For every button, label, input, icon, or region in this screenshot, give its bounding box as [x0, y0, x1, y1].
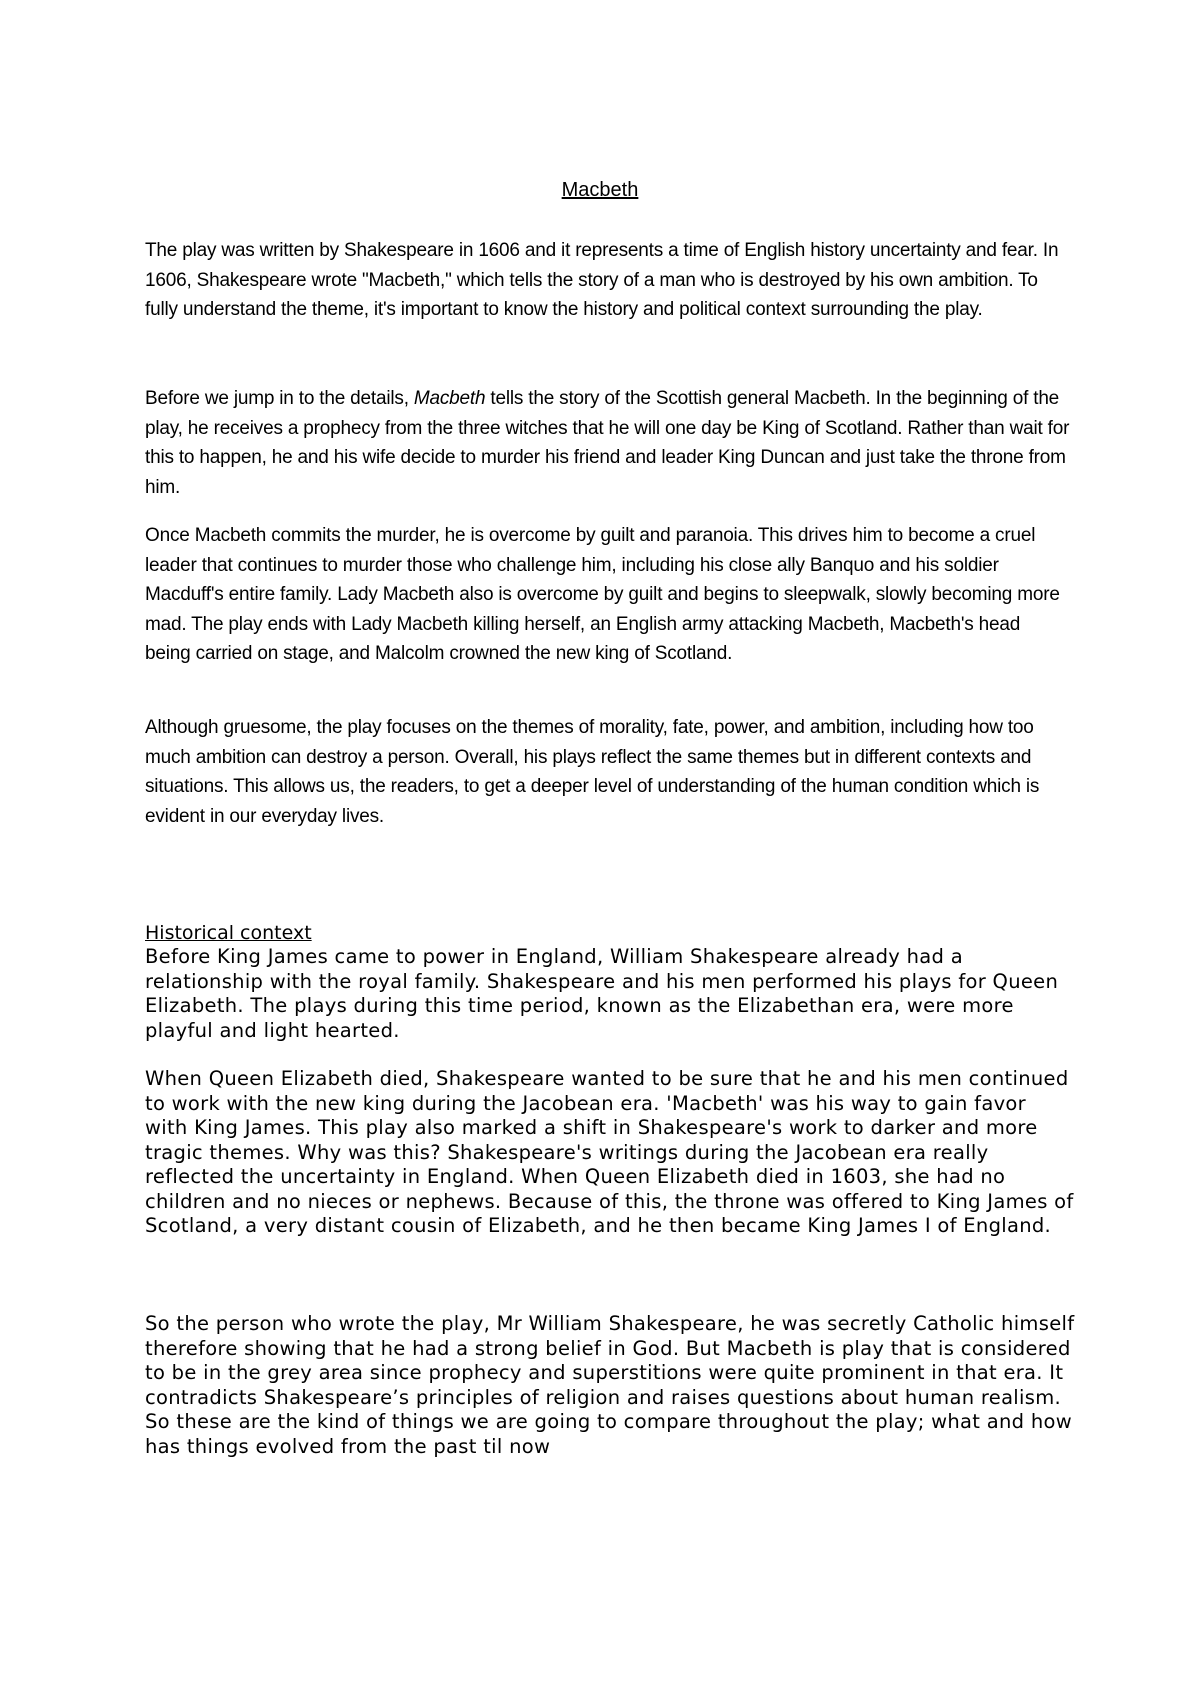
historical-paragraph-3: [145, 1312, 1075, 1459]
intro-paragraph-3-text: Once Macbeth commits the murder, he is overcome by guilt and paranoia. This drives him to become a cruel leader that continues to murder those who challenge him, including his close ally Banquo and his soldier Macduff's entire family. Lady Macbeth also is overcome by guilt and begins to sleepwalk, slowly becoming more mad. The play ends with Lady Macbeth killing herself, an English army attacking Macbeth, Macbeth's head being carried on stage, and Malcolm crowned the new king of Scotland.: [145, 525, 1060, 664]
intro-paragraph-2-rest: tells the story of the Scottish general Macbeth. In the beginning of the play, he receives a prophecy from the three witches that he will one day be King of Scotland. Rather than wait for this to happen, he and his wife decide to murder his friend and leader King Duncan and just take the throne from him.: [145, 388, 1070, 498]
intro-paragraph-3: [145, 521, 1070, 669]
intro-paragraph-4: [145, 713, 1070, 831]
intro-paragraph-2: [145, 384, 1070, 502]
historical-paragraph-2: [145, 1067, 1075, 1239]
intro-paragraph-1: [145, 236, 1070, 325]
historical-paragraph-2-text: When Queen Elizabeth died, Shakespeare wanted to be sure that he and his men continued to work with the new king during the Jacobean era. 'Macbeth' was his way to gain favor with King James. This play also marked a shift in Shakespeare's work to darker and more tragic themes. Why was this? Shakespeare's writings during the Jacobean era really reflected the uncertainty in England. When Queen Elizabeth died in 1603, she had no children and no nieces or nephews. Because of this, the throne was offered to King James of Scotland, a very distant cousin of Elizabeth, and he then became King James I of England.: [145, 1067, 1074, 1237]
intro-paragraph-4-text: Although gruesome, the play focuses on the themes of morality, fate, power, and ambition, including how too much ambition can destroy a person. Overall, his plays reflect the same themes but in different contexts and situations. This allows us, the readers, to get a deeper level of understanding of the human condition which is evident in our everyday lives.: [145, 717, 1040, 827]
historical-paragraph-1: [145, 945, 1075, 1043]
historical-context-heading: Historical context: [145, 922, 312, 944]
play-title-italic: Macbeth: [413, 388, 486, 409]
page-title: Macbeth: [561, 179, 639, 201]
intro-paragraph-1-text: The play was written by Shakespeare in 1606 and it represents a time of English history uncertainty and fear. In 1606, Shakespeare wrote "Macbeth," which tells the story of a man who is destroyed by his own ambition. To fully understand the theme, it's important to know the history and political context surrounding the play.: [145, 240, 1059, 320]
historical-paragraph-3-text: So the person who wrote the play, Mr William Shakespeare, he was secretly Catholic himself therefore showing that he had a strong belief in God. But Macbeth is play that is considered to be in the grey area since prophecy and superstitions were quite prominent in that era. It contradicts Shakespeare’s principles of religion and raises questions about human realism. So these are the kind of things we are going to compare throughout the play; what and how has things evolved from the past til now: [145, 1312, 1075, 1458]
historical-paragraph-1-text: Before King James came to power in England, William Shakespeare already had a relationship with the royal family. Shakespeare and his men performed his plays for Queen Elizabeth. The plays during this time period, known as the Elizabethan era, were more playful and light hearted.: [145, 945, 1059, 1042]
intro-paragraph-2-text: [145, 384, 1070, 502]
intro-paragraph-2-lead: Before we jump in to the details,: [145, 388, 414, 409]
